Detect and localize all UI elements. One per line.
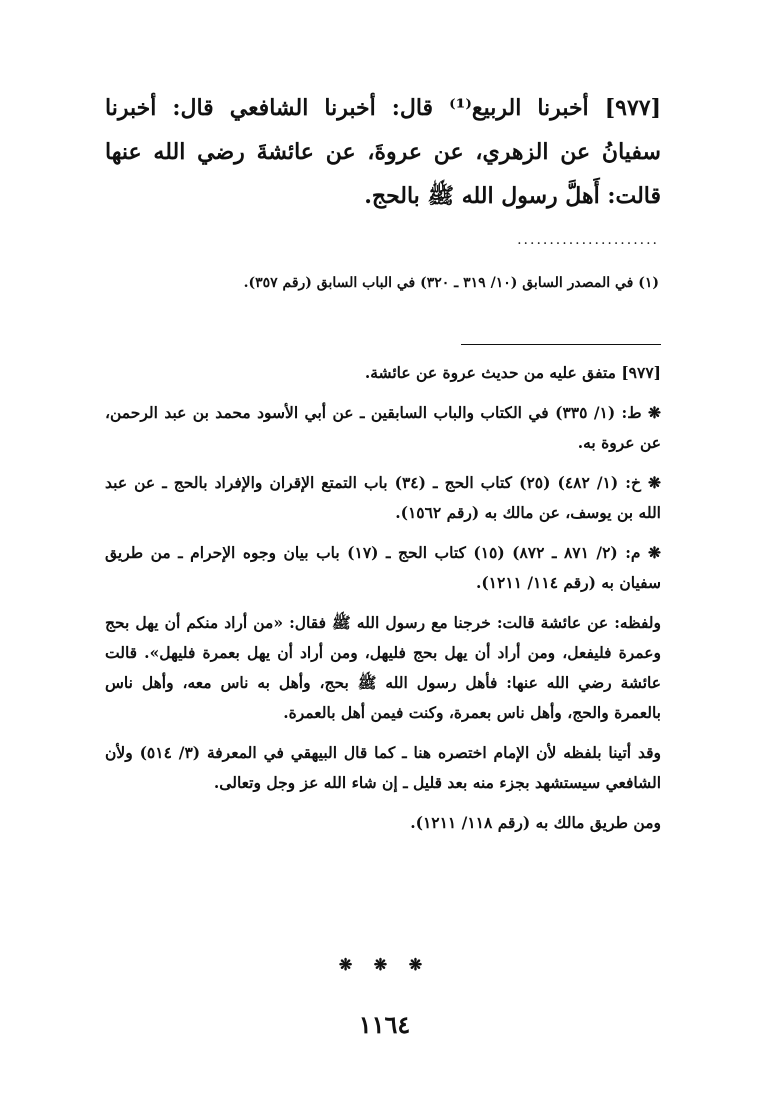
takhrij-paragraph-malik: ومن طريق مالك به (رقم ١١٨/ ١٢١١). [410,813,661,832]
section-divider-line [461,344,661,345]
footnote-separator-dots: ...................... [517,232,659,248]
footnote: (١) في المصدر السابق (١٠/ ٣١٩ ـ ٣٢٠) في الباب السابق (رقم ٣٥٧). [243,275,659,291]
takhrij-paragraph-muslim: ❋ م: (٢/ ٨٧١ ـ ٨٧٢) (١٥) كتاب الحج ـ (١٧) باب بيان وجوه الإحرام ـ من طريق سفيان به (رقم ١١٤/ ١٢١١). [105,543,661,592]
takhrij-paragraph-bukhari: ❋ خ: (١/ ٤٨٢) (٢٥) كتاب الحج ـ (٣٤) باب التمتع الإقران والإفراد بالحج ـ عن عبد الله بن يوسف، عن مالك به (رقم ١٥٦٢). [105,473,661,522]
takhrij-heading: [٩٧٧] متفق عليه من حديث عروة عن عائشة. [364,363,661,382]
takhrij-section [105,358,661,848]
hadith-text-block [105,86,661,218]
takhrij-paragraph-wording: ولفظه: عن عائشة قالت: خرجنا مع رسول الله ﷺ فقال: «من أراد منكم أن يهل بحج وعمرة فليفعل، ومن أراد أن يهل بحج فليهل، ومن أراد أن يهل بعمرة فليهل». قالت عائشة رضي الله عنها: فأهل رسول الله ﷺ بحج، وأهل به ناس معه، وأهل ناس بالعمرة والحج، وأهل ناس بعمرة، وكنت فيمن أهل بالعمرة. [105,613,661,722]
hadith-text: [٩٧٧] أخبرنا الربيع⁽¹⁾ قال: أخبرنا الشافعي قال: أخبرنا سفيانُ عن الزهري، عن عروةَ، عن عائشةَ رضي الله عنها قالت: أَهلَّ رسول الله ﷺ بالحج. [105,95,661,209]
takhrij-paragraph-muwatta: ❋ ط: (١/ ٣٣٥) في الكتاب والباب السابقين ـ عن أبي الأسود محمد بن عبد الرحمن، عن عروة به. [105,403,662,452]
section-end-ornament: ❋ ❋ ❋ [338,955,431,974]
page-number: ١١٦٤ [358,1010,411,1039]
takhrij-paragraph-note: وقد أتينا بلفظه لأن الإمام اختصره هنا ـ كما قال البيهقي في المعرفة (٣/ ٥١٤) ولأن الشافعي سيستشهد بجزء منه بعد قليل ـ إن شاء الله عز وجل وتعالى. [105,743,661,792]
